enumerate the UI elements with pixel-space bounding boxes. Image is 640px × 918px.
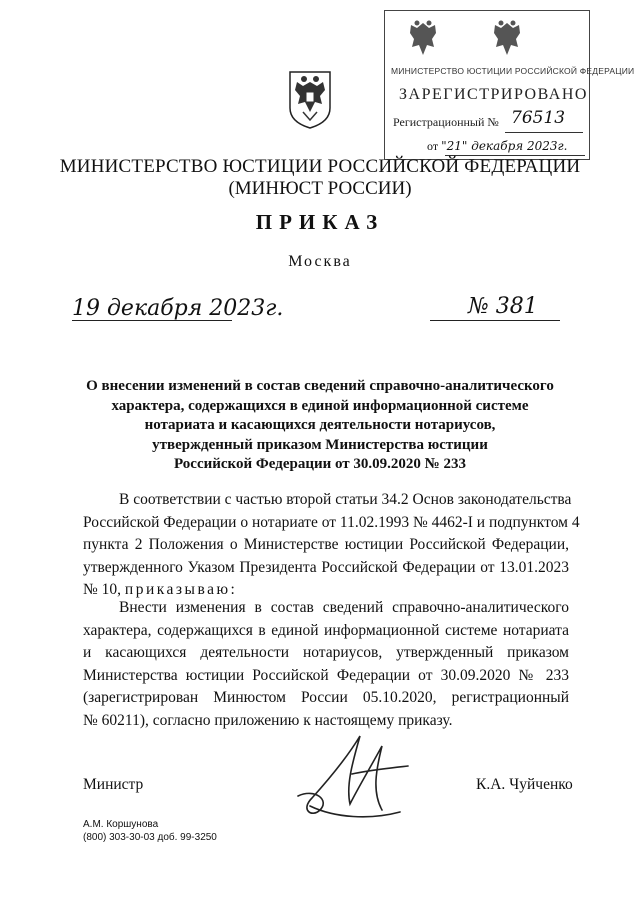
paragraph-line: пункта 2 Положения о Министерстве юстиции Российской Федерации, — [83, 536, 569, 553]
executor-phone: (800) 303-30-03 доб. 99-3250 — [83, 832, 217, 843]
paragraph-line: № 60211), согласно приложению к настоящему приказу. — [83, 711, 453, 729]
signer-title: Министр — [83, 776, 144, 793]
registration-stamp — [384, 10, 635, 160]
stamp-reg-prefix: Регистрационный № — [393, 115, 499, 129]
executor-info — [83, 818, 217, 844]
order-date: 19 декабря 2023г. — [72, 296, 284, 321]
stamp-date — [427, 139, 567, 154]
ministry-short-name: (МИНЮСТ РОССИИ) — [228, 178, 412, 199]
order-directive: приказываю: — [124, 581, 238, 598]
stamp-reg-underline — [505, 132, 583, 133]
heading-line: Российской Федерации от 30.09.2020 № 233 — [174, 456, 466, 472]
heading-line: О внесении изменений в состав сведений справочно-аналитического — [86, 378, 554, 394]
paragraph-line: Министерства юстиции Российской Федерации от 30.09.2020 № 233 — [83, 666, 569, 684]
paragraph-line: и касающихся деятельности нотариусов, утвержденный приказом — [83, 644, 569, 661]
order-ref-number: № 10, — [83, 581, 122, 598]
paragraph-line: Российской Федерации о нотариате от 11.02.1993 № 4462-I и подпунктом 4 — [83, 513, 580, 531]
order-number-underline — [430, 320, 560, 321]
order-date-underline — [72, 320, 232, 321]
stamp-date-value: "21" декабря 2023г. — [441, 139, 568, 153]
paragraph-line: (зарегистрирован Минюстом России 05.10.2020, регистрационный — [83, 689, 569, 706]
stamp-ministry-line: МИНИСТЕРСТВО ЮСТИЦИИ РОССИЙСКОЙ ФЕДЕРАЦИИ — [391, 66, 635, 76]
stamp-date-prefix: от — [427, 139, 439, 153]
stamp-registered: ЗАРЕГИСТРИРОВАНО — [399, 86, 588, 103]
document-type-title: ПРИКАЗ — [255, 210, 385, 234]
seal-icon — [401, 19, 445, 59]
city: Москва — [288, 253, 352, 270]
heading-line: утвержденный приказом Министерства юстиции — [152, 436, 488, 453]
order-number: № 381 — [468, 294, 538, 319]
handwritten-signature — [290, 726, 415, 826]
heading-line: нотариата и касающихся деятельности нотариусов, — [144, 417, 496, 433]
seal-icon — [485, 19, 529, 59]
paragraph-basis — [83, 489, 580, 602]
executor-name: А.М. Коршунова — [83, 819, 159, 830]
stamp-reg-number: 76513 — [511, 108, 566, 128]
paragraph-line: В соответствии с частью второй статьи 34.2 Основ законодательства — [119, 491, 572, 508]
signer-name: К.А. Чуйченко — [476, 776, 573, 793]
ministry-title: МИНИСТЕРСТВО ЮСТИЦИИ РОССИЙСКОЙ ФЕДЕРАЦИИ — [59, 156, 581, 177]
paragraph-line: характера, содержащихся в единой информационной системе нотариата — [83, 621, 569, 639]
heading-line: характера, содержащихся в единой информационной системе — [111, 397, 529, 414]
paragraph-line: утвержденного Указом Президента Российской Федерации от 13.01.2023 — [83, 558, 569, 576]
order-heading — [60, 377, 580, 475]
coat-of-arms-icon — [285, 68, 335, 130]
paragraph-decision — [83, 597, 569, 732]
paragraph-line: Внести изменения в состав сведений справочно-аналитического — [119, 599, 569, 616]
